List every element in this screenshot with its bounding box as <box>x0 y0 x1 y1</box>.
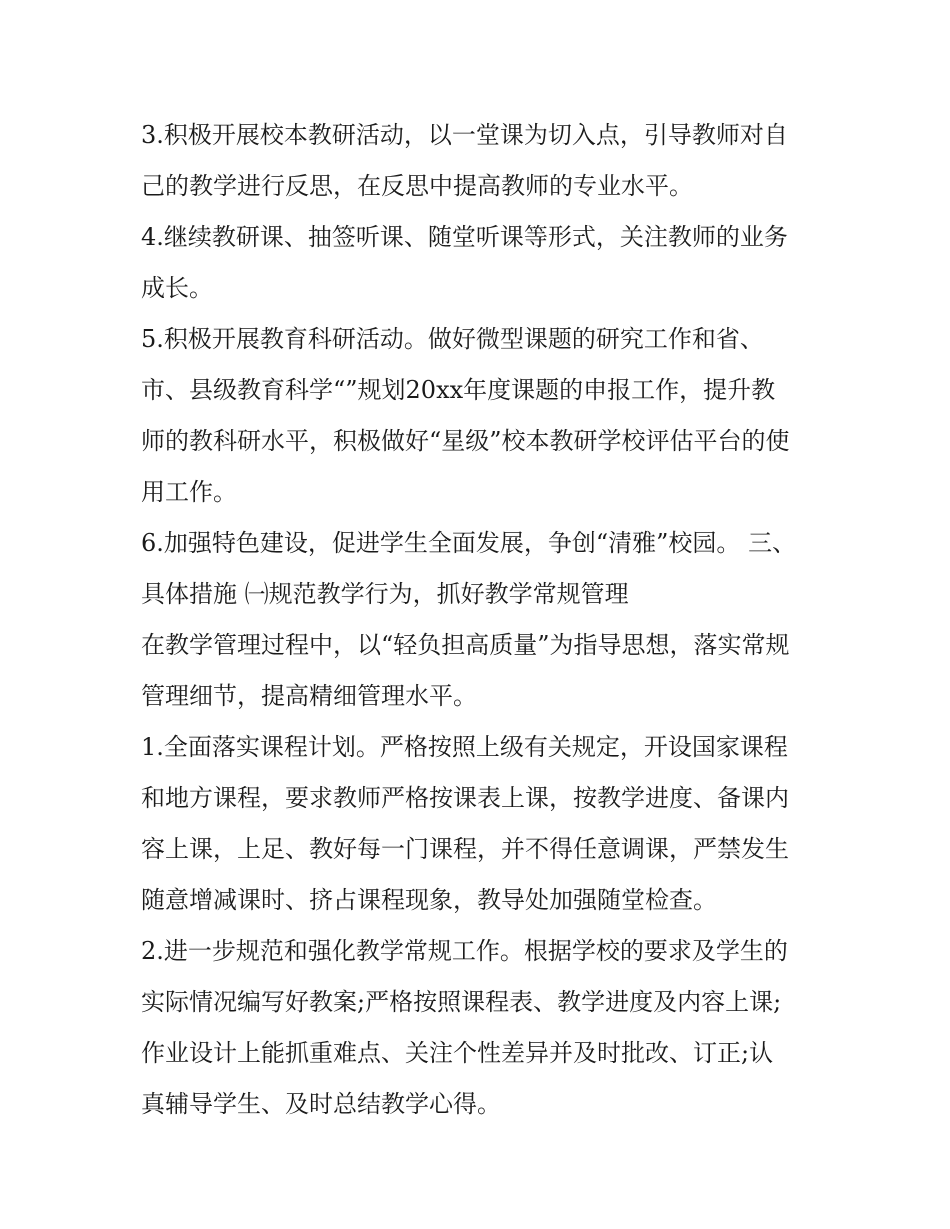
text-line: 作业设计上能抓重难点、关注个性差异并及时批改、订正;认 <box>141 1039 774 1067</box>
text-line: 6.加强特色建设，促进学生全面发展，争创“清雅”校园。 三、 <box>141 529 797 557</box>
text-line: 具体措施 ㈠规范教学行为，抓好教学常规管理 <box>141 580 629 608</box>
text-line: 管理细节，提高精细管理水平。 <box>141 682 477 710</box>
text-line: 市、县级教育科学“”规划20xx年度课题的申报工作，提升教 <box>141 376 776 404</box>
text-line: 真辅导学生、及时总结教学心得。 <box>141 1090 501 1118</box>
text-line: 实际情况编写好教案;严格按照课程表、教学进度及内容上课; <box>141 988 782 1016</box>
text-line: 4.继续教研课、抽签听课、随堂听课等形式，关注教师的业务 <box>141 223 788 251</box>
text-line: 1.全面落实课程计划。严格按照上级有关规定，开设国家课程 <box>141 733 788 761</box>
document-body <box>141 110 821 1130</box>
text-line: 在教学管理过程中，以“轻负担高质量”为指导思想，落实常规 <box>141 631 790 659</box>
text-line: 3.积极开展校本教研活动，以一堂课为切入点，引导教师对自 <box>141 121 788 149</box>
text-line: 随意增减课时、挤占课程现象，教导处加强随堂检查。 <box>141 886 717 914</box>
text-line: 用工作。 <box>141 478 237 506</box>
text-line: 师的教科研水平，积极做好“星级”校本教研学校评估平台的使 <box>141 427 790 455</box>
text-line: 容上课，上足、教好每一门课程，并不得任意调课，严禁发生 <box>141 835 789 863</box>
text-line: 己的教学进行反思，在反思中提高教师的专业水平。 <box>141 172 693 200</box>
text-line: 5.积极开展教育科研活动。做好微型课题的研究工作和省、 <box>141 325 764 353</box>
text-line: 和地方课程，要求教师严格按课表上课，按教学进度、备课内 <box>141 784 789 812</box>
text-line: 成长。 <box>141 274 213 302</box>
text-line: 2.进一步规范和强化教学常规工作。根据学校的要求及学生的 <box>141 937 788 965</box>
